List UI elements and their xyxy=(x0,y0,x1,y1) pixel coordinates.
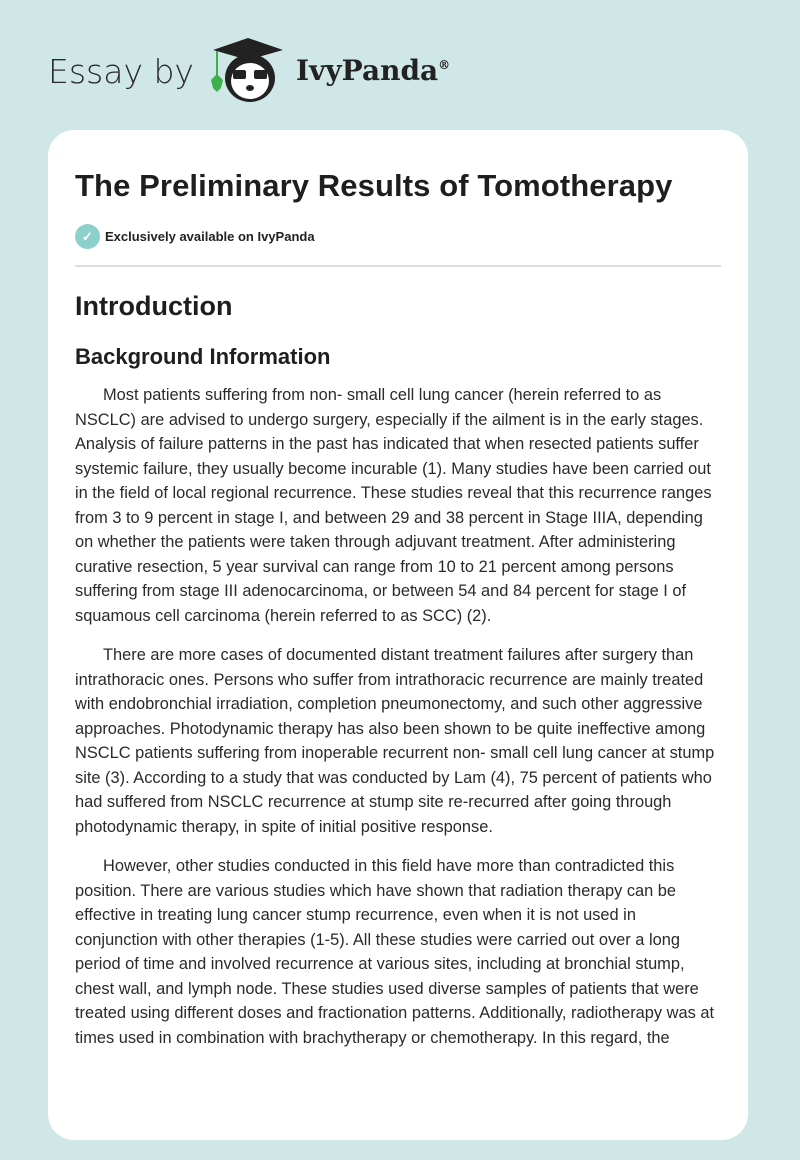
paragraph: Most patients suffering from non- small cell lung cancer (herein referred to as NSCLC) are advised to undergo surgery, especially if the ailment is in the early stages. Analysis of failure patterns in the past has indicated that when resected patients suffer systemic failure, they usually become incurable (1). Many studies have been carried out in the field of local regional recurrence. These studies reveal that this recurrence ranges from 3 to 9 percent in stage I, and between 29 and 38 percent in Stage IIIA, depending on whether the patients were taken through adjuvant treatment. After administering curative resection, 5 year survival can range from 10 to 21 percent among persons suffering from stage III adenocarcinoma, or between 54 and 84 percent for stage I of squamous cell carcinoma (herein referred to as SCC) (2). xyxy=(75,386,712,625)
brand-name[interactable] xyxy=(296,54,450,87)
exclusive-badge xyxy=(75,224,721,249)
paragraph: However, other studies conducted in this field have more than contradicted this position. There are various studies which have shown that radiation therapy can be effective in treating lung cancer stump recurrence, even when it is not used in conjunction with other therapies (1-5). All these studies were carried out over a long period of time and involved recurrence at various sites, including at bronchial stump, chest wall, and lymph node. These studies used diverse samples of patients that were treated using different doses and fractionation patterns. Additionally, radiotherapy was at times used in combination with brachytherapy or chemotherapy. In this regard, the xyxy=(75,857,715,1047)
site-header xyxy=(0,0,800,130)
registered-mark: ® xyxy=(438,58,451,72)
essay-by-label: Essay by xyxy=(48,52,194,91)
divider xyxy=(75,265,721,267)
panda-logo-icon[interactable] xyxy=(203,36,293,106)
section-heading: Introduction xyxy=(75,291,233,321)
essay-card xyxy=(48,130,748,1140)
brand-text: IvyPanda xyxy=(296,54,439,87)
page-title: The Preliminary Results of Tomotherapy xyxy=(75,168,673,203)
paragraph: There are more cases of documented distant treatment failures after surgery than intrathoracic ones. Persons who suffer from intrathoracic recurrence are mainly treated with endobronchial irradiation, completion pneumonectomy, and such other aggressive approaches. Photodynamic therapy has also been shown to be quite ineffective among NSCLC patients suffering from inoperable recurrent non- small cell lung cancer at stump site (3). According to a study that was conducted by Lam (4), 75 percent of patients who had suffered from NSCLC recurrence at stump site re-recurred after going through photodynamic therapy, in spite of initial positive response. xyxy=(75,646,715,836)
exclusive-label: Exclusively available on IvyPanda xyxy=(105,229,315,244)
check-icon: ✓ xyxy=(75,224,100,249)
subsection-heading: Background Information xyxy=(75,344,331,369)
